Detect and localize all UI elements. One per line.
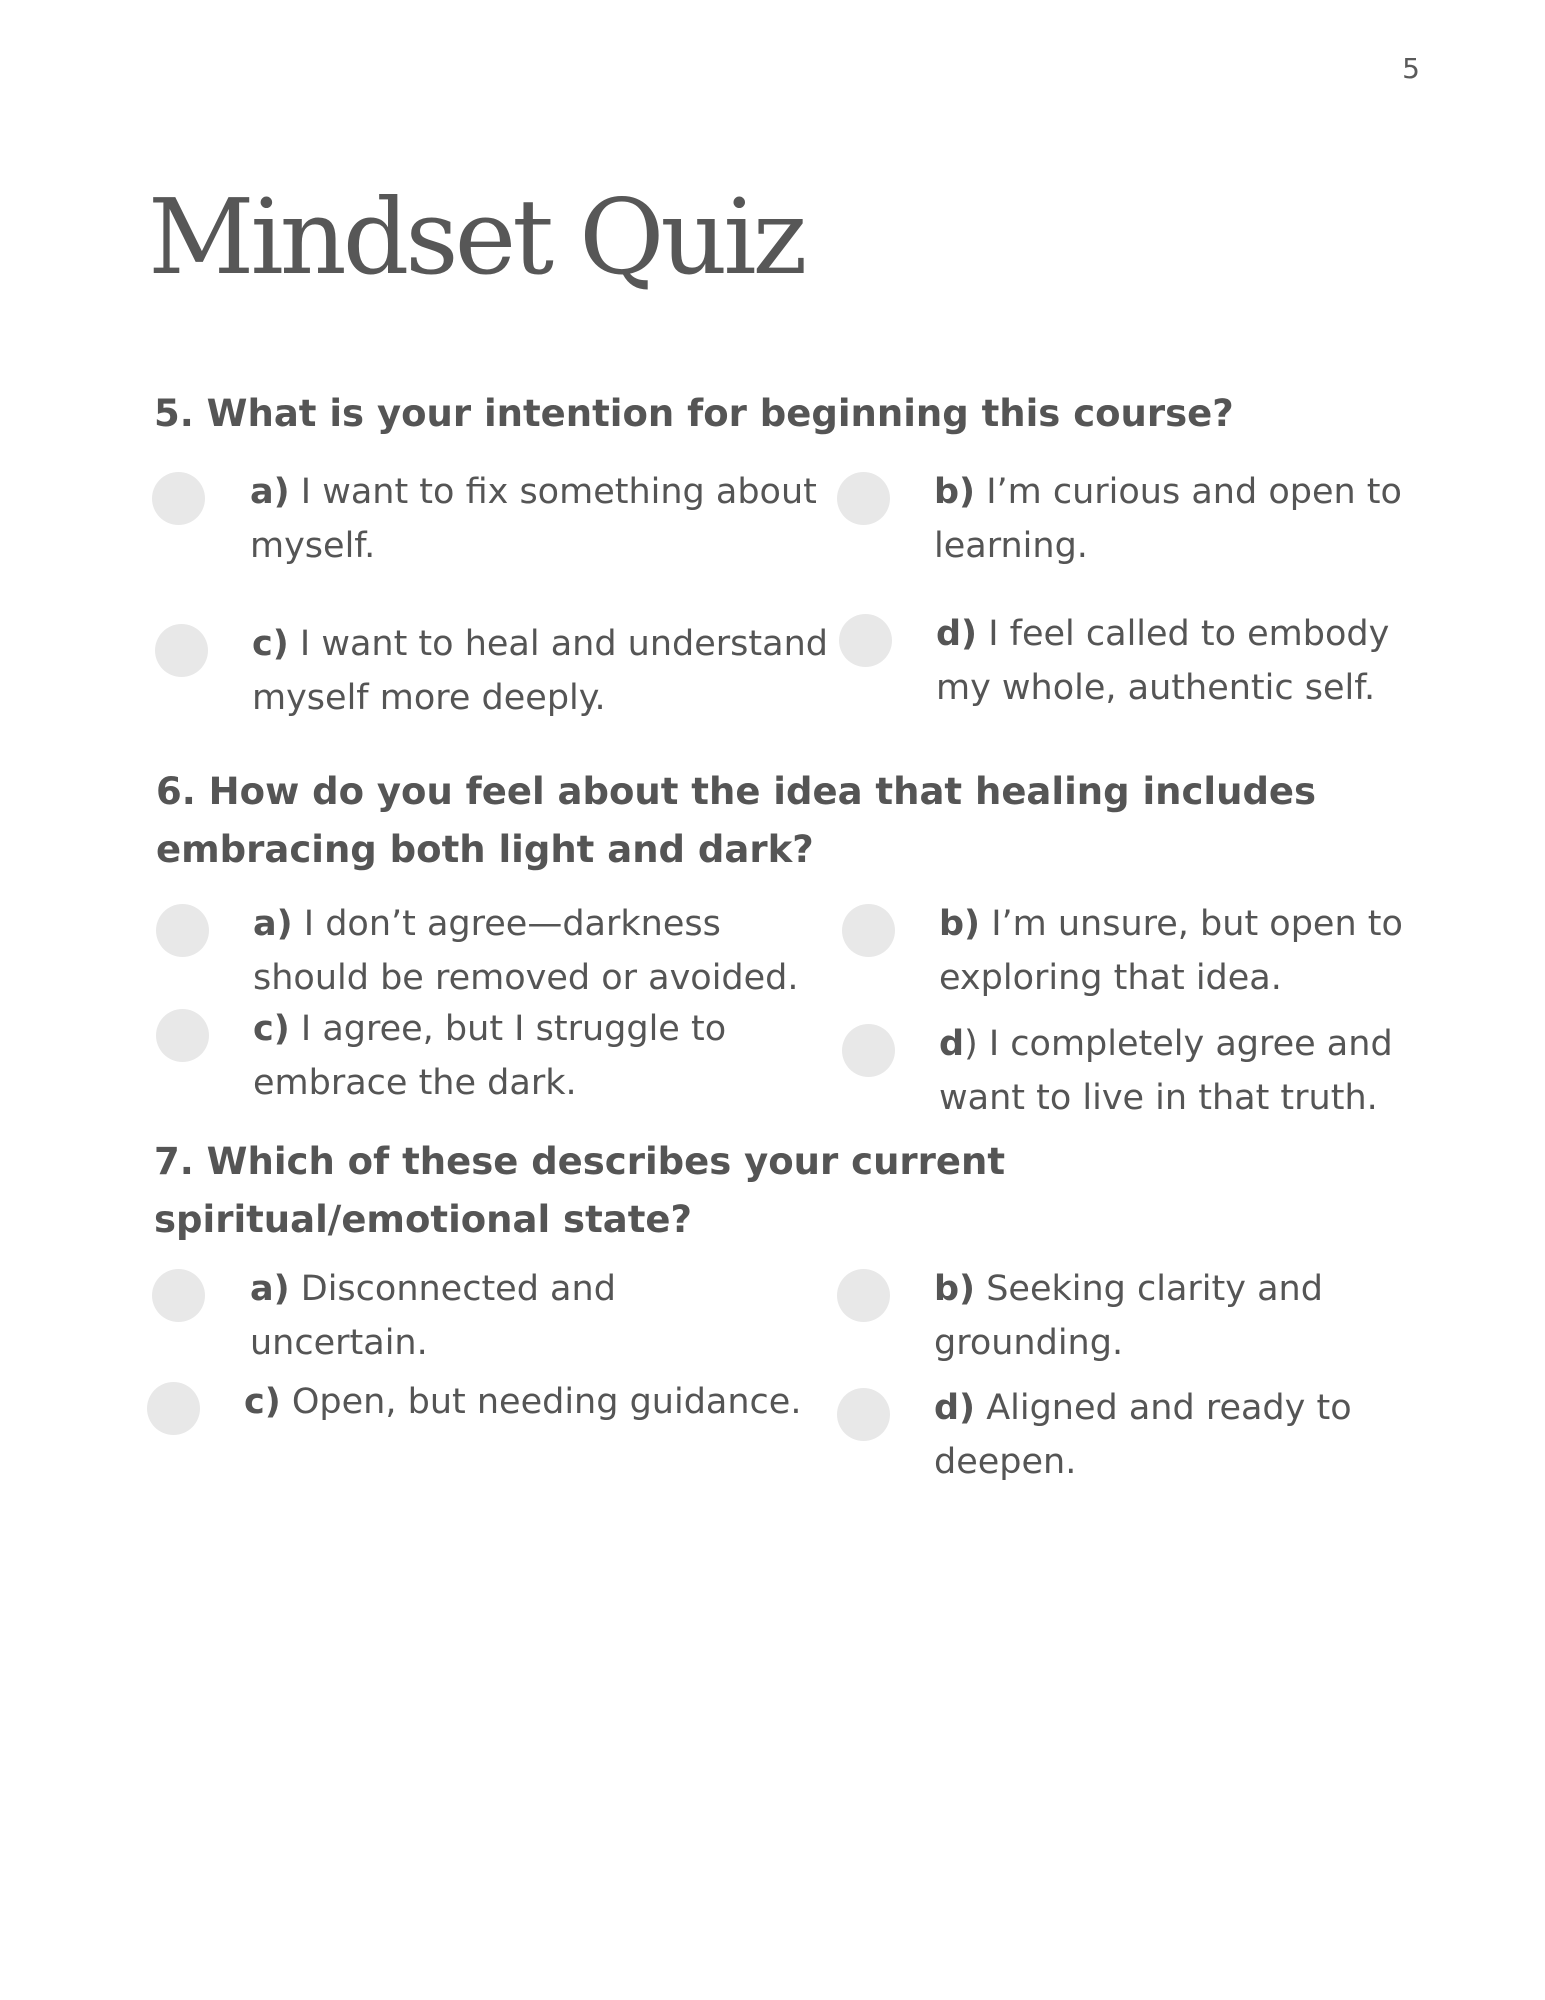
option-key: b) — [934, 1269, 976, 1309]
option-text: I feel called to embody my whole, authentic self. — [936, 614, 1390, 708]
page-number: 5 — [1402, 52, 1420, 85]
option-text: I want to fix something about myself. — [250, 472, 817, 566]
radio-button[interactable] — [837, 1269, 890, 1322]
option-key: b) — [939, 904, 981, 944]
option-text: I’m unsure, but open to exploring that idea. — [939, 904, 1403, 998]
option-key: b) — [934, 472, 976, 512]
option-text: ) I completely agree and want to live in that truth. — [939, 1024, 1393, 1118]
option-key: d) — [934, 1388, 976, 1428]
radio-button[interactable] — [147, 1382, 200, 1435]
option-text: I don’t agree—darkness should be removed or avoided. — [253, 904, 799, 998]
radio-button[interactable] — [837, 472, 890, 525]
option-label — [253, 897, 833, 1005]
option-label — [936, 607, 1416, 715]
radio-button[interactable] — [837, 1388, 890, 1441]
option-text: Seeking clarity and grounding. — [934, 1269, 1323, 1363]
option-label — [934, 1262, 1354, 1370]
option-label — [939, 897, 1409, 1005]
option-text: Aligned and ready to deepen. — [934, 1388, 1352, 1482]
option-label — [250, 1262, 670, 1370]
option-key: a) — [253, 904, 293, 944]
option-text: I’m curious and open to learning. — [934, 472, 1402, 566]
option-text: I want to heal and understand myself more deeply. — [252, 624, 828, 718]
option-text: Disconnected and uncertain. — [250, 1269, 616, 1363]
option-text: Open, but needing guidance. — [280, 1382, 802, 1422]
option-key: c) — [252, 624, 289, 664]
option-label — [252, 617, 832, 725]
option-key: c) — [244, 1382, 281, 1422]
option-label — [244, 1375, 854, 1429]
radio-button[interactable] — [156, 1009, 209, 1062]
radio-button[interactable] — [152, 472, 205, 525]
option-key: c) — [253, 1009, 290, 1049]
option-key: d — [939, 1024, 965, 1064]
option-key: d) — [936, 614, 978, 654]
question-text: 5. What is your intention for beginning this course? — [154, 392, 1234, 435]
radio-button[interactable] — [152, 1269, 205, 1322]
option-text: I agree, but I struggle to embrace the dark. — [253, 1009, 727, 1103]
page-title: Mindset Quiz — [148, 176, 804, 298]
radio-button[interactable] — [156, 904, 209, 957]
option-key: a) — [250, 472, 290, 512]
radio-button[interactable] — [839, 614, 892, 667]
option-key: a) — [250, 1269, 290, 1309]
radio-button[interactable] — [842, 904, 895, 957]
question-text: 7. Which of these describes your current spiritual/emotional state? — [154, 1140, 1006, 1241]
option-label — [934, 465, 1424, 573]
option-label — [253, 1002, 793, 1110]
option-label — [934, 1381, 1374, 1489]
radio-button[interactable] — [155, 624, 208, 677]
question-text: 6. How do you feel about the idea that healing includes embracing both light and dark? — [156, 770, 1317, 871]
radio-button[interactable] — [842, 1024, 895, 1077]
option-label — [250, 465, 820, 573]
option-label — [939, 1017, 1419, 1125]
